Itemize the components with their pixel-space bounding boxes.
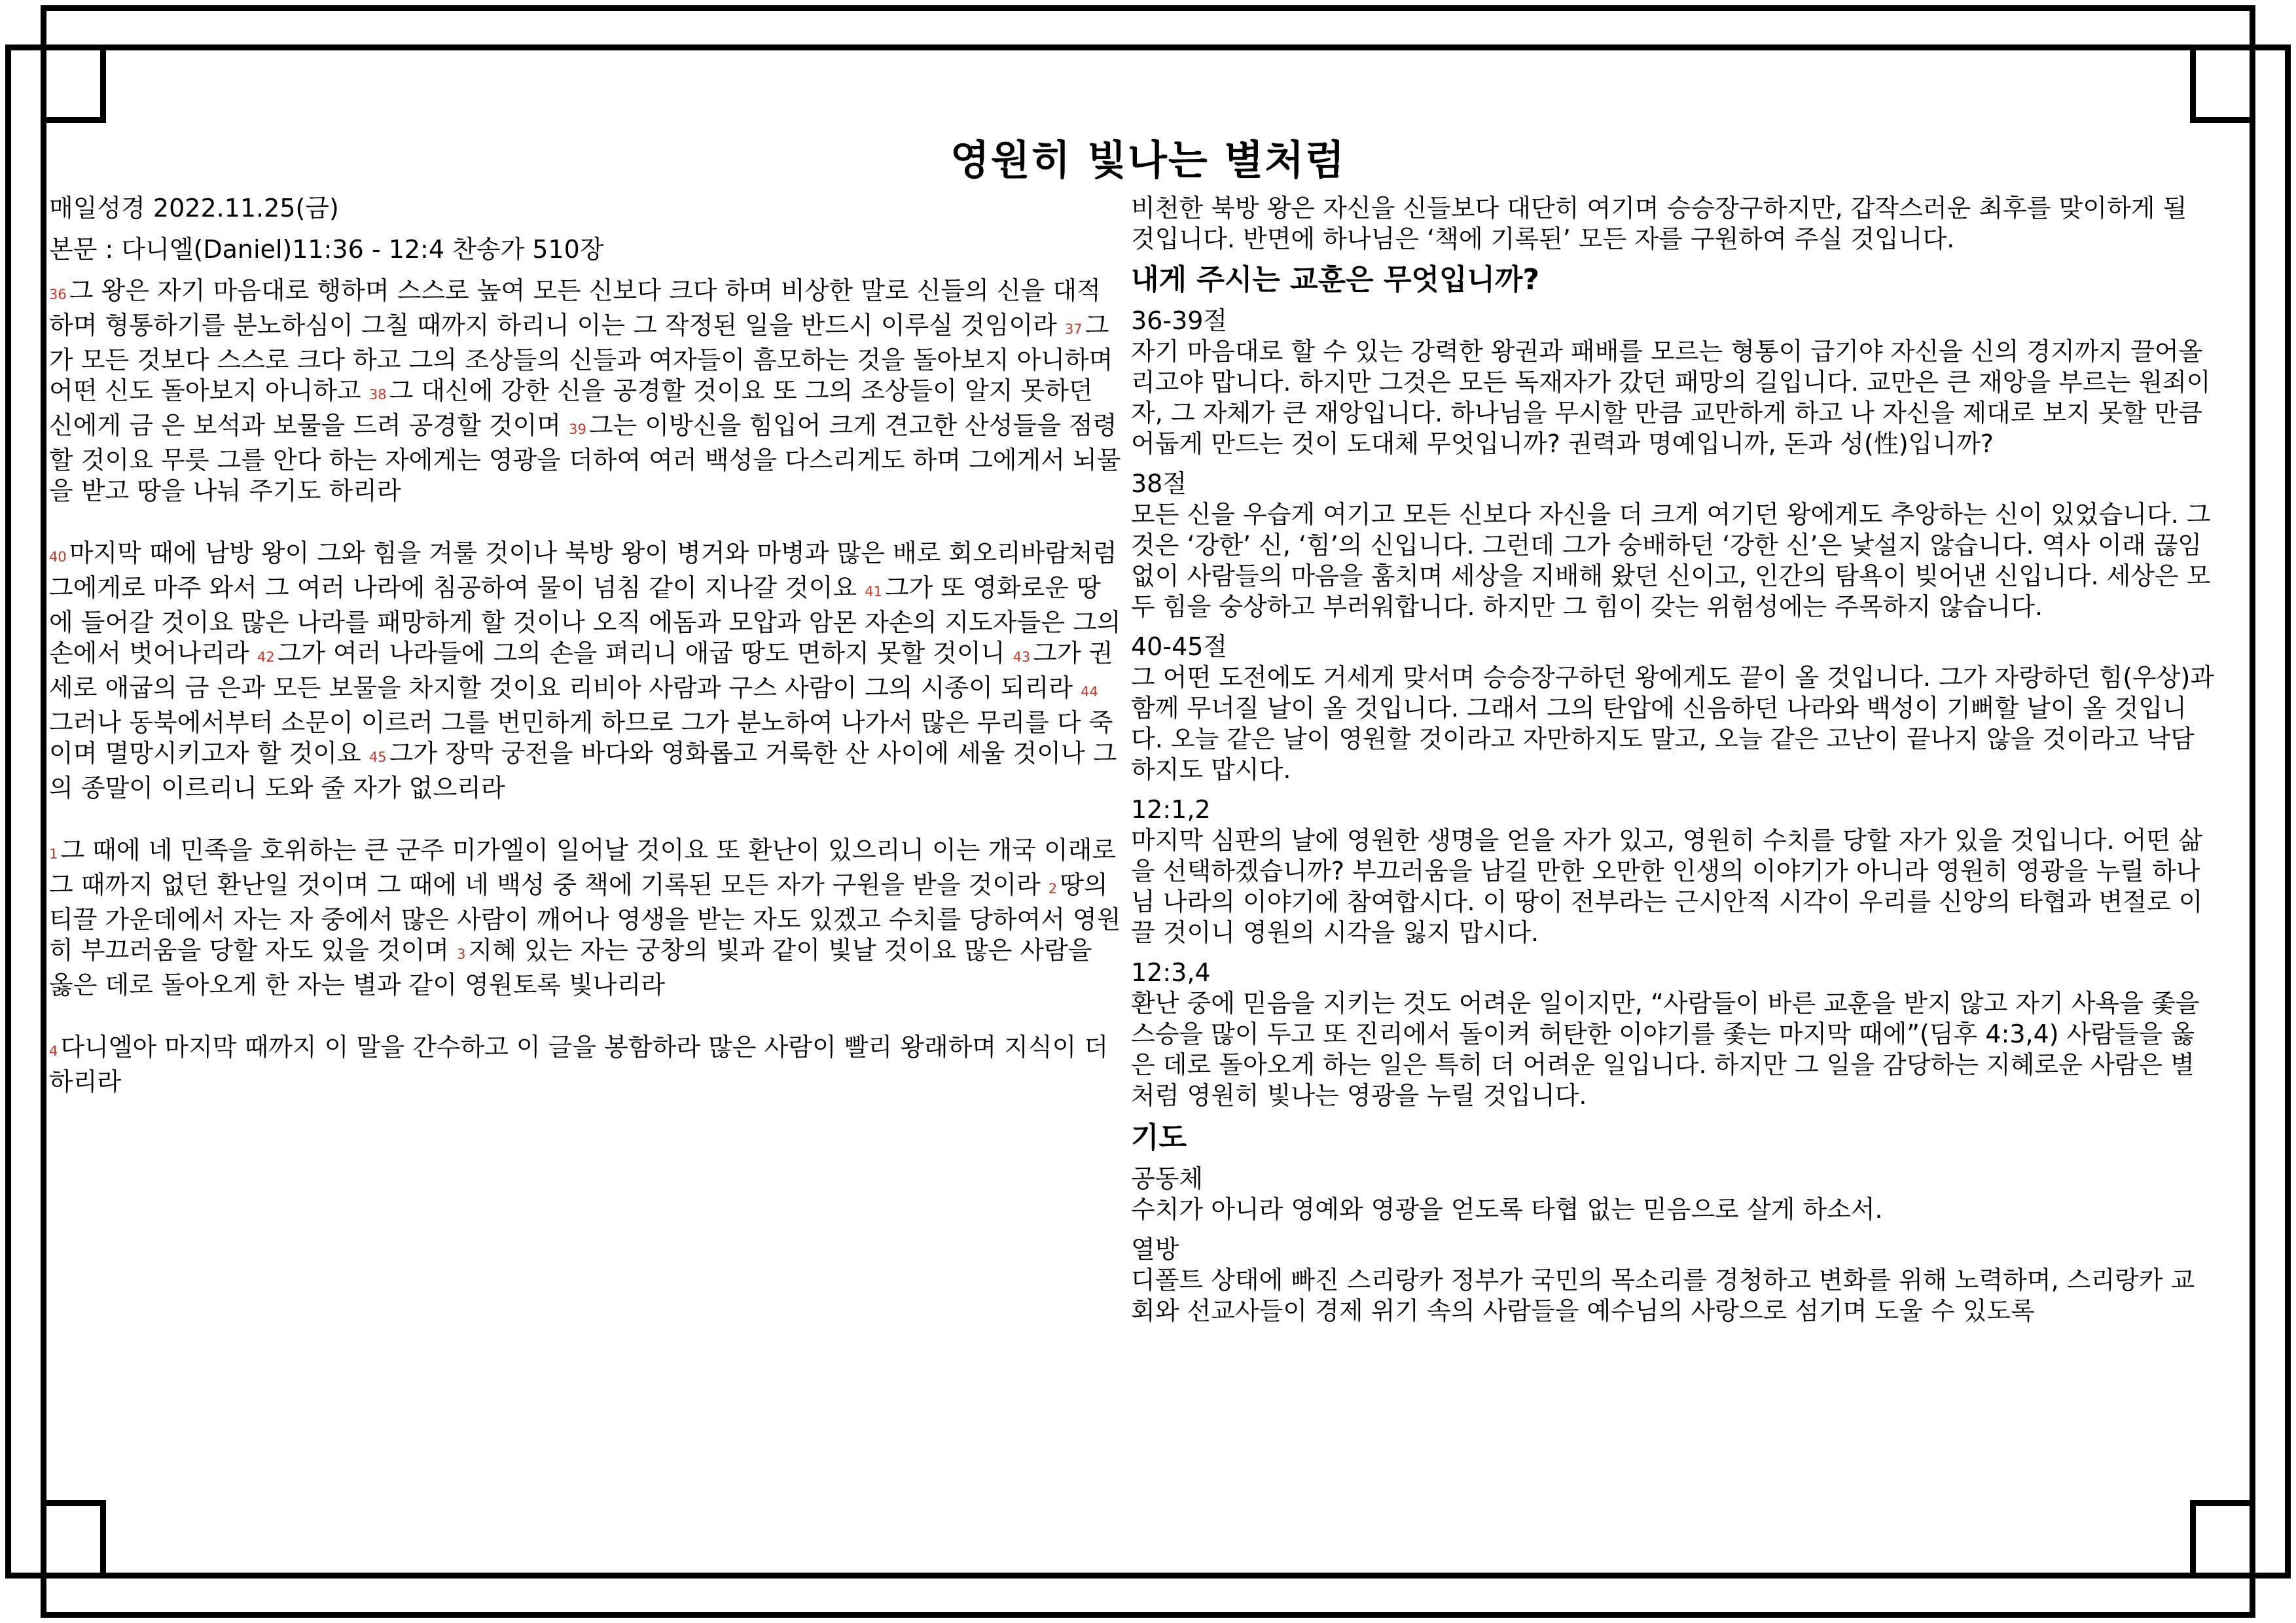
prayer-label: 공동체 [1131, 1164, 1204, 1193]
scripture-column [49, 193, 1122, 1129]
scripture-paragraph [49, 835, 1122, 1001]
verse-text: 그는 이방신을 힘입어 크게 견고한 산성들을 점령할 것이요 무릇 그를 안다 하는 자에게는 영광을 더하여 여러 백성을 다스리게도 하며 그에게서 뇌물을 받고 땅을 나눠 주기도 하리라 [49, 411, 1121, 505]
prayer-heading: 기도 [1131, 1121, 1187, 1154]
page-title: 영원히 빛나는 별처럼 [950, 136, 1346, 184]
lesson-text: 환난 중에 믿음을 지키는 것도 어려운 일이지만, “사람들이 바른 교훈을 받지 않고 자기 사욕을 좇을 스승을 많이 두고 또 진리에서 돌이켜 허탄한 이야기를 좇는 마지막 때에”(딤후 4:3,4) 사람들을 옳은 데로 돌아오게 하는 일은 특히 더 어려운 일입니다. 하지만 그 일을 감당하는 지혜로운 사람은 별처럼 영원히 빛나는 영광을 누릴 것입니다. [1131, 989, 2200, 1110]
verse-text: 그러나 동북에서부터 소문이 이르러 그를 번민하게 하므로 그가 분노하여 나가서 많은 무리를 다 죽이며 멸망시키고자 할 것이요 [49, 708, 1113, 768]
lesson-40-45 [1131, 632, 2217, 785]
verse-number: 2 [1048, 881, 1058, 897]
passage-line: 본문 : 다니엘(Daniel)11:36 - 12:4 찬송가 510장 [49, 235, 604, 264]
prayer-nations [1131, 1234, 2217, 1327]
verse-text: 마지막 때에 남방 왕이 그와 힘을 겨룰 것이나 북방 왕이 병거와 마병과 많은 배로 회오리바람처럼 그에게로 마주 와서 그 여러 나라에 침공하여 물이 넘침 같이 지나갈 것이요 [49, 539, 1117, 602]
verse-number: 42 [257, 649, 275, 665]
verse-number: 44 [1081, 684, 1098, 700]
verse-text: 지혜 있는 자는 궁창의 빛과 같이 빛날 것이요 많은 사람을 옳은 데로 돌아오게 한 자는 별과 같이 영원토록 빛나리라 [49, 936, 1092, 999]
corner-top-left [41, 45, 106, 123]
prayer-text: 디폴트 상태에 빠진 스리랑카 정부가 국민의 목소리를 경청하고 변화를 위해 노력하며, 스리랑카 교회와 선교사들이 경제 위기 속의 사람들을 예수님의 사랑으로 섬기며 도울 수 있도록 [1131, 1266, 2195, 1325]
verse-text: 그 때에 네 민족을 호위하는 큰 군주 미가엘이 일어날 것이요 또 환난이 있으리니 이는 개국 이래로 그 때까지 없던 환난일 것이며 그 때에 네 백성 중 책에 기록된 모든 자가 구원을 받을 것이라 [49, 836, 1117, 899]
verse-text: 그가 모든 것보다 스스로 크다 하고 그의 조상들의 신들과 여자들이 흠모하는 것을 돌아보지 아니하며 어떤 신도 돌아보지 아니하고 [49, 311, 1113, 405]
lesson-text: 마지막 심판의 날에 영원한 생명을 얻을 자가 있고, 영원히 수치를 당할 자가 있을 것입니다. 어떤 삶을 선택하겠습니까? 부끄러움을 남길 만한 오만한 인생의 이야기가 아니라 영원히 영광을 누릴 하나님 나라의 이야기에 참여합시다. 이 땅이 전부라는 근시안적 시각이 우리를 신앙의 타협과 변절로 이끌 것이니 영원의 시각을 잃지 맙시다. [1131, 826, 2203, 947]
verse-text: 그가 권세로 애굽의 금 은과 모든 보물을 차지할 것이요 리비아 사람과 구스 사람이 그의 시종이 되리라 [49, 639, 1113, 702]
verse-text: 그가 또 영화로운 땅에 들어갈 것이요 많은 나라를 패망하게 할 것이나 오직 에돔과 모압과 암몬 자손의 지도자들은 그의 손에서 벗어나리라 [49, 573, 1121, 668]
scripture-text [49, 276, 1122, 1097]
corner-bottom-right [2190, 1500, 2255, 1578]
scripture-paragraph [49, 538, 1122, 804]
lesson-heading: 내게 주시는 교훈은 무엇입니까? [1131, 263, 1540, 296]
lesson-label: 12:1,2 [1131, 795, 1211, 824]
scripture-paragraph [49, 1032, 1122, 1097]
lesson-36-39 [1131, 306, 2217, 459]
verse-number: 45 [368, 749, 387, 765]
lesson-text: 그 어떤 도전에도 거세게 맞서며 승승장구하던 왕에게도 끝이 올 것입니다. 그가 자랑하던 힘(우상)과 함께 무너질 날이 올 것입니다. 그래서 그의 탄압에 신음하던 나라와 백성이 기뻐할 날이 올 것입니다. 오늘 같은 날이 영원할 것이라고 자만하지도 말고, 오늘 같은 고난이 끝나지 않을 것이라고 낙담하지도 맙시다. [1131, 663, 2215, 784]
verse-number: 40 [49, 549, 67, 565]
verse-number: 43 [1013, 649, 1031, 665]
scripture-paragraph [49, 276, 1122, 507]
verse-number: 4 [49, 1043, 58, 1059]
date-line: 매일성경 2022.11.25(금) [49, 194, 339, 223]
verse-number: 39 [569, 421, 586, 437]
commentary-column [1131, 193, 2217, 1336]
lesson-text: 모든 신을 우습게 여기고 모든 신보다 자신을 더 크게 여기던 왕에게도 추앙하는 신이 있었습니다. 그것은 ‘강한’ 신, ‘힘’의 신입니다. 그런데 그가 숭배하던 ‘강한 신’은 낯설지 않습니다. 역사 이래 끊임없이 사람들의 마음을 훔치며 세상을 지배해 왔던 신이고, 인간의 탐욕이 빚어낸 신입니다. 세상은 모두 힘을 숭상하고 부러워합니다. 하지만 그 힘이 갖는 위험성에는 주목하지 않습니다. [1131, 500, 2211, 621]
intro-text: 비천한 북방 왕은 자신을 신들보다 대단히 여기며 승승장구하지만, 갑작스러운 최후를 맞이하게 될 것입니다. 반면에 하나님은 ‘책에 기록된’ 모든 자를 구원하여 주실 것입니다. [1131, 194, 2187, 253]
corner-bottom-left [41, 1500, 106, 1578]
verse-number: 36 [49, 287, 67, 302]
verse-text: 땅의 티끌 가운데에서 자는 자 중에서 많은 사람이 깨어나 영생을 받는 자도 있겠고 수치를 당하여서 영원히 부끄러움을 당할 자도 있을 것이며 [49, 870, 1121, 965]
verse-number: 37 [1064, 321, 1083, 337]
verse-text: 그 대신에 강한 신을 공경할 것이요 또 그의 조상들이 알지 못하던 신에게 금 은 보석과 보물을 드려 공경할 것이며 [49, 376, 1093, 440]
verse-text: 그 왕은 자기 마음대로 행하며 스스로 높여 모든 신보다 크다 하며 비상한 말로 신들의 신을 대적하며 형통하기를 분노하심이 그칠 때까지 하리니 이는 그 작정된 일을 반드시 이루실 것임이라 [49, 276, 1101, 340]
lesson-label: 38절 [1131, 469, 1187, 498]
lesson-label: 36-39절 [1131, 306, 1228, 335]
verse-text: 그가 여러 나라들에 그의 손을 펴리니 애굽 땅도 면하지 못할 것이니 [277, 639, 1013, 668]
prayer-text: 수치가 아니라 영예와 영광을 얻도록 타협 없는 믿음으로 살게 하소서. [1131, 1195, 1883, 1224]
verse-text: 그가 장막 궁전을 바다와 영화롭고 거룩한 산 사이에 세울 것이나 그의 종말이 이르리니 도와 줄 자가 없으리라 [49, 739, 1117, 802]
verse-number: 38 [368, 387, 387, 402]
prayer-label: 열방 [1131, 1235, 1179, 1264]
lesson-label: 40-45절 [1131, 632, 1228, 661]
corner-top-right [2190, 45, 2255, 123]
verse-text: 다니엘아 마지막 때까지 이 말을 간수하고 이 글을 봉함하라 많은 사람이 빨리 왕래하며 지식이 더하리라 [49, 1033, 1109, 1096]
prayer-community [1131, 1164, 2217, 1225]
lesson-12-3-4 [1131, 957, 2217, 1111]
verse-number: 41 [865, 584, 882, 599]
lesson-label: 12:3,4 [1131, 958, 1211, 987]
verse-number: 3 [457, 946, 466, 962]
lesson-12-1-2 [1131, 794, 2217, 948]
verse-number: 1 [49, 846, 58, 862]
lesson-38 [1131, 469, 2217, 622]
lesson-text: 자기 마음대로 할 수 있는 강력한 왕권과 패배를 모르는 형통이 급기야 자신을 신의 경지까지 끌어올리고야 맙니다. 하지만 그것은 모든 독재자가 갔던 패망의 길입니다. 교만은 큰 재앙을 부르는 원죄이자, 그 자체가 큰 재앙입니다. 하나님을 무시할 만큼 교만하게 하고 나 자신을 제대로 보지 못할 만큼 어둡게 만드는 것이 도대체 무엇입니까? 권력과 명예입니까, 돈과 성(性)입니까? [1131, 337, 2211, 458]
